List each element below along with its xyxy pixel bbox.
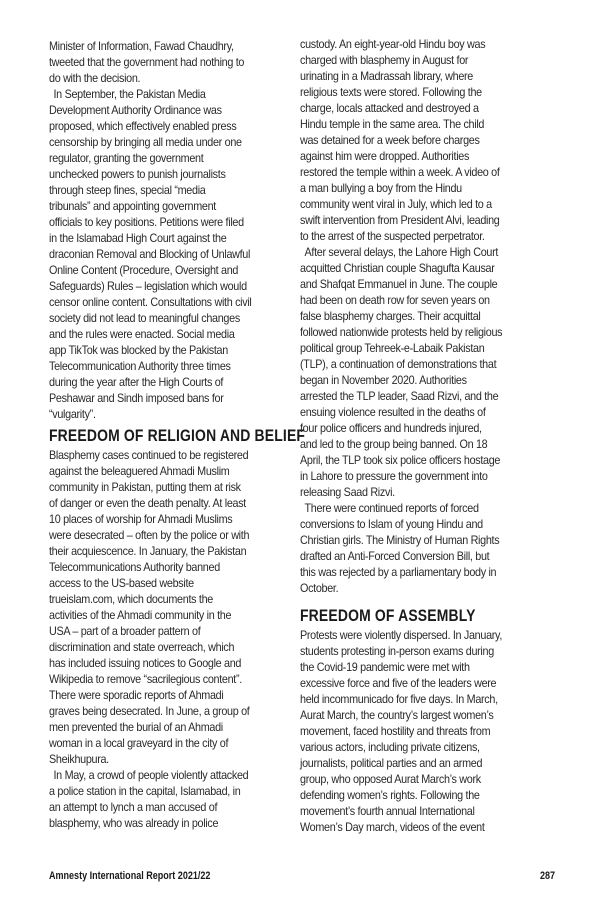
- text-line: Peshawar and Sindh imposed bans for: [49, 391, 224, 405]
- text-line: movement’s fourth annual International: [300, 804, 475, 818]
- text-line: the Covid-19 pandemic were met with: [300, 660, 470, 674]
- text-line: urinating in a Madrassah library, where: [300, 69, 474, 83]
- text-line: Minister of Information, Fawad Chaudhry,: [49, 39, 234, 53]
- paragraph: [49, 767, 311, 831]
- text-line: Hindu temple in the same area. The child: [300, 117, 485, 131]
- text-line: followed nationwide protests held by religious: [300, 325, 503, 339]
- text-line: tribunals” and appointing government: [49, 199, 216, 213]
- text-line: restored the temple within a week. A video of: [300, 165, 500, 179]
- text-line: against the beleaguered Ahmadi Muslim: [49, 464, 230, 478]
- text-line: censor online content. Consultations with civil: [49, 295, 252, 309]
- text-line: draconian Removal and Blocking of Unlawful: [49, 247, 251, 261]
- text-line: Safeguards) Rules – legislation which would: [49, 279, 247, 293]
- text-line: movement, faced hostility and threats from: [300, 724, 491, 738]
- text-line: community in Pakistan, putting them at risk: [49, 480, 241, 494]
- text-line: October.: [300, 581, 339, 595]
- text-line: Sheikhupura.: [49, 752, 109, 766]
- text-line: custody. An eight-year-old Hindu boy was: [300, 37, 486, 51]
- text-line: graves being desecrated. In June, a group of: [49, 704, 250, 718]
- text-line: woman in a local graveyard in the city of: [49, 736, 229, 750]
- text-line: In May, a crowd of people violently attacked: [53, 768, 249, 782]
- text-line: has included issuing notices to Google and: [49, 656, 242, 670]
- text-line: conversions to Islam of young Hindu and: [300, 517, 483, 531]
- text-line: of danger or even the death penalty. At least: [49, 496, 246, 510]
- text-line: false blasphemy charges. Their acquittal: [300, 309, 481, 323]
- paragraph: [49, 86, 311, 422]
- text-line: Blasphemy cases continued to be registered: [49, 448, 249, 462]
- text-line: There were sporadic reports of Ahmadi: [49, 688, 224, 702]
- text-line: a police station in the capital, Islamabad, in: [49, 784, 241, 798]
- text-line: drafted an Anti-Forced Conversion Bill, but: [300, 549, 490, 563]
- text-line: regulator, granting the government: [49, 151, 204, 165]
- text-line: and led to the group being banned. On 18: [300, 437, 488, 451]
- text-line: against him were dropped. Authorities: [300, 149, 470, 163]
- text-line: April, the TLP took six police officers hostage: [300, 453, 501, 467]
- text-line: trueislam.com, which documents the: [49, 592, 213, 606]
- text-line: proposed, which effectively enabled press: [49, 119, 237, 133]
- text-line: tweeted that the government had nothing to: [49, 55, 245, 69]
- text-line: acquitted Christian couple Shagufta Kausar: [300, 261, 495, 275]
- text-line: access to the US-based website: [49, 576, 194, 590]
- text-line: political group Tehreek-e-Labaik Pakistan: [300, 341, 485, 355]
- left-column: [49, 38, 311, 831]
- text-line: do with the decision.: [49, 71, 141, 85]
- text-line: four police officers and hundreds injured,: [300, 421, 482, 435]
- text-line: journalists, political parties and an armed: [300, 756, 483, 770]
- text-line: USA – part of a broader pattern of: [49, 624, 201, 638]
- text-line: activities of the Ahmadi community in the: [49, 608, 232, 622]
- paragraph: [300, 36, 562, 244]
- text-line: Aurat March, the country’s largest women’s: [300, 708, 494, 722]
- text-line: defending women’s rights. Following the: [300, 788, 480, 802]
- text-line: in Lahore to pressure the government into: [300, 469, 488, 483]
- text-line: Development Authority Ordinance was: [49, 103, 222, 117]
- text-line: Christian girls. The Ministry of Human Rights: [300, 533, 500, 547]
- text-line: Telecommunication Authority three times: [49, 359, 231, 373]
- text-line: ensuing violence resulted in the deaths of: [300, 405, 486, 419]
- text-line: charged with blasphemy in August for: [300, 53, 469, 67]
- text-line: releasing Saad Rizvi.: [300, 485, 395, 499]
- text-line: during the year after the High Courts of: [49, 375, 224, 389]
- report-title: Amnesty International Report 2021/22: [49, 870, 211, 882]
- text-line: officials to key positions. Petitions were filed: [49, 215, 244, 229]
- text-line: held incommunicado for five days. In March,: [300, 692, 498, 706]
- text-line: men prevented the burial of an Ahmadi: [49, 720, 223, 734]
- text-line: community went viral in July, which led to a: [300, 197, 492, 211]
- text-line: discrimination and state overreach, which: [49, 640, 235, 654]
- text-line: After several delays, the Lahore High Court: [304, 245, 499, 259]
- text-line: Online Content (Procedure, Oversight and: [49, 263, 239, 277]
- section-heading-assembly: FREEDOM OF ASSEMBLY: [300, 606, 476, 625]
- text-line: this was rejected by a parliamentary body in: [300, 565, 497, 579]
- text-line: unchecked powers to punish journalists: [49, 167, 226, 181]
- text-line: censorship by bringing all media under one: [49, 135, 242, 149]
- text-line: were desecrated – often by the police or with: [49, 528, 250, 542]
- text-line: through steep fines, special “media: [49, 183, 206, 197]
- text-line: (TLP), a continuation of demonstrations that: [300, 357, 497, 371]
- text-line: a man bullying a boy from the Hindu: [300, 181, 462, 195]
- text-line: Protests were violently dispersed. In January,: [300, 628, 503, 642]
- text-line: There were continued reports of forced: [304, 501, 479, 515]
- text-line: was detained for a week before charges: [300, 133, 480, 147]
- section-heading-religion: FREEDOM OF RELIGION AND BELIEF: [49, 426, 306, 445]
- paragraph: [300, 244, 562, 500]
- text-line: religious texts were stored. Following the: [300, 85, 482, 99]
- paragraph: [300, 500, 562, 596]
- text-line: and the rules were enacted. Social media: [49, 327, 235, 341]
- text-line: society did not lead to meaningful changes: [49, 311, 240, 325]
- text-line: began in November 2020. Authorities: [300, 373, 467, 387]
- text-line: arrested the TLP leader, Saad Rizvi, and the: [300, 389, 499, 403]
- text-line: Telecommunications Authority banned: [49, 560, 220, 574]
- page-number: 287: [540, 870, 556, 882]
- text-line: “vulgarity”.: [49, 407, 96, 421]
- text-line: 10 places of worship for Ahmadi Muslims: [49, 512, 233, 526]
- right-column: [300, 36, 562, 835]
- text-line: group, who opposed Aurat March’s work: [300, 772, 481, 786]
- text-line: had been on death row for seven years on: [300, 293, 490, 307]
- text-line: various actors, including private citizens,: [300, 740, 480, 754]
- text-line: swift intervention from President Alvi, leading: [300, 213, 500, 227]
- text-line: in the Islamabad High Court against the: [49, 231, 227, 245]
- paragraph: [49, 447, 311, 767]
- text-line: Wikipedia to remove “sacrilegious content”.: [49, 672, 242, 686]
- text-line: excessive force and five of the leaders were: [300, 676, 497, 690]
- text-line: and Shafqat Emmanuel in June. The couple: [300, 277, 498, 291]
- text-line: students protesting in-person exams during: [300, 644, 494, 658]
- text-line: to the arrest of the suspected perpetrator.: [300, 229, 485, 243]
- text-line: In September, the Pakistan Media: [53, 87, 206, 101]
- text-line: Women’s Day march, videos of the event: [300, 820, 485, 834]
- text-line: blasphemy, who was already in police: [49, 816, 219, 830]
- text-line: charge, locals attacked and destroyed a: [300, 101, 479, 115]
- text-line: an attempt to lynch a man accused of: [49, 800, 218, 814]
- paragraph: [300, 627, 562, 835]
- text-line: their acquiescence. In January, the Pakistan: [49, 544, 247, 558]
- text-line: app TikTok was blocked by the Pakistan: [49, 343, 228, 357]
- paragraph: [49, 38, 311, 86]
